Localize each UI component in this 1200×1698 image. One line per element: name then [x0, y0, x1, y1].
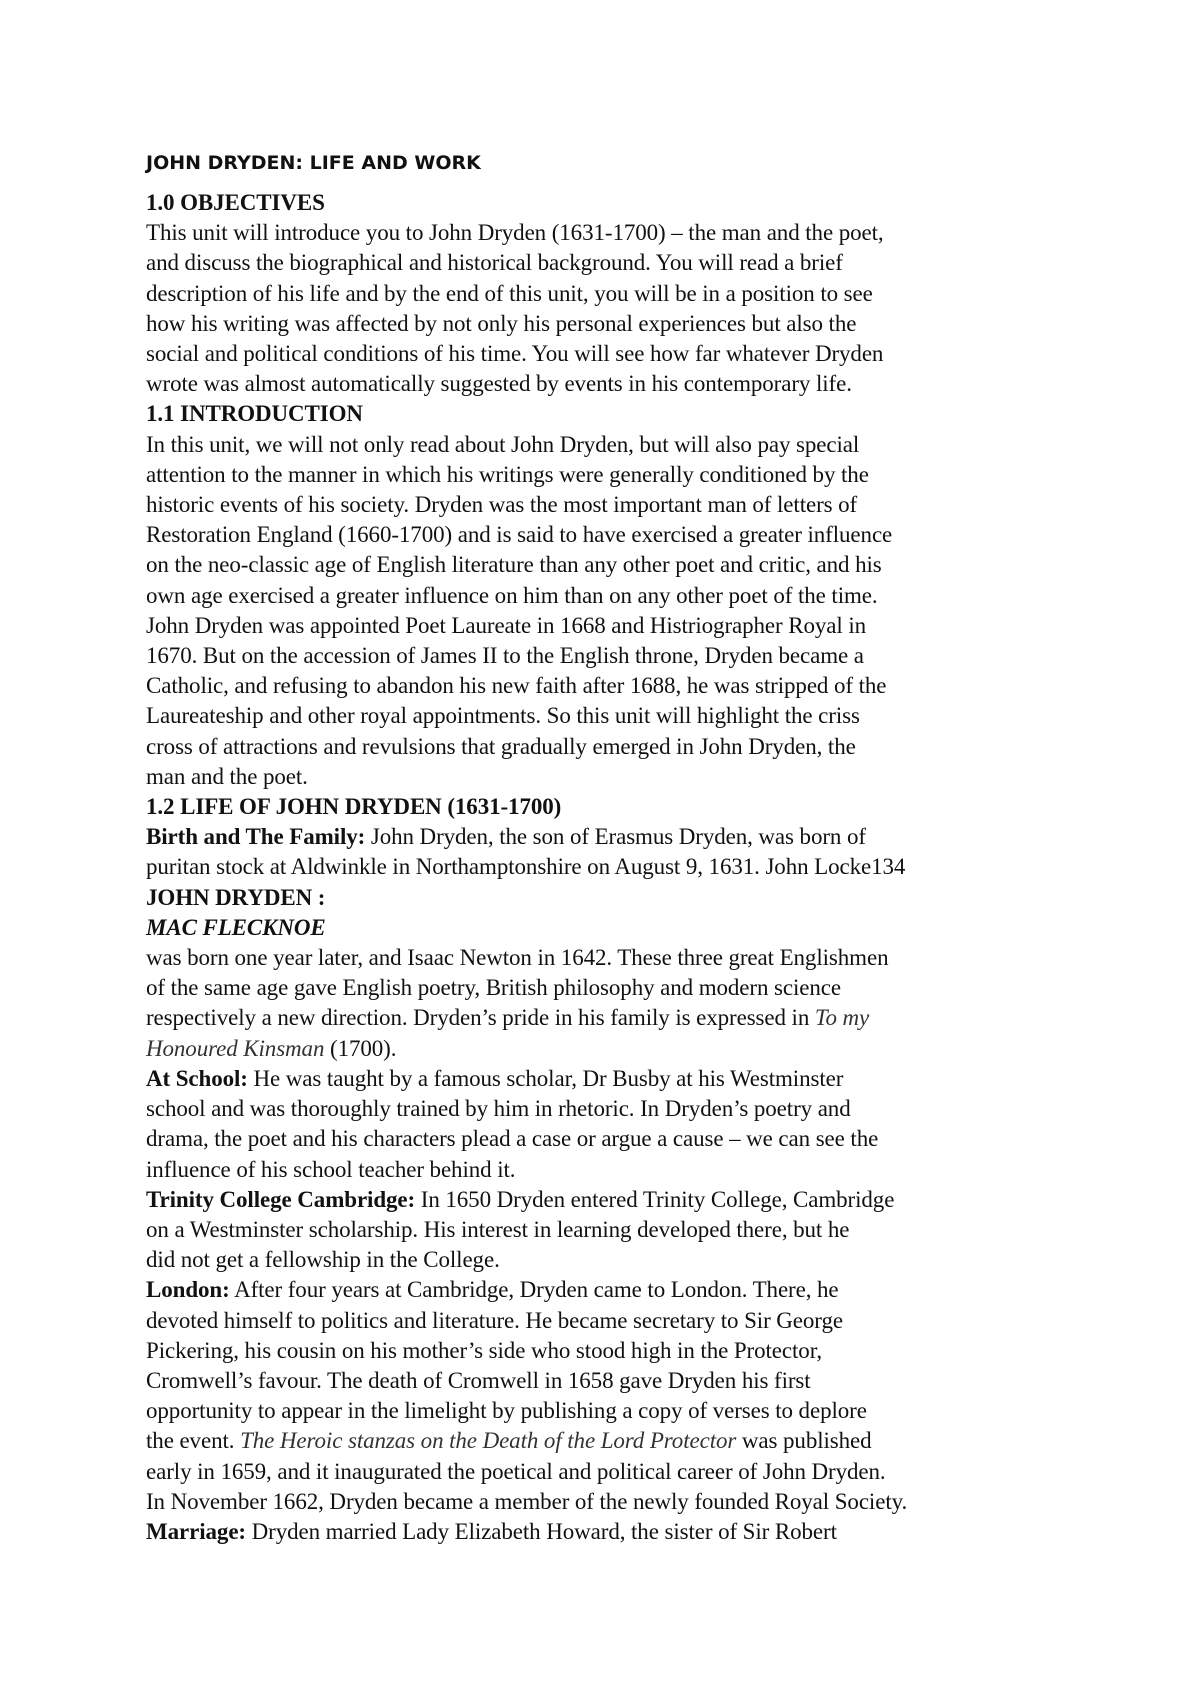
school-paragraph-line	[146, 1064, 1046, 1094]
london-paragraph-line: opportunity to appear in the limelight by publishing a copy of verses to deplore	[146, 1398, 867, 1424]
birth-post-title: (1700).	[324, 1035, 397, 1061]
introduction-line: cross of attractions and revulsions that gradually emerged in John Dryden, the	[146, 733, 856, 759]
heroic-stanzas-title: The Heroic stanzas on the Death of the Lord Protector	[240, 1428, 737, 1454]
trinity-paragraph-line: on a Westminster scholarship. His interest in learning developed there, but he	[146, 1216, 850, 1242]
document-title: JOHN DRYDEN: LIFE AND WORK	[146, 152, 481, 174]
objectives-line: description of his life and by the end of this unit, you will be in a position to see	[146, 280, 873, 306]
life-heading: 1.2 LIFE OF JOHN DRYDEN (1631-1700)	[146, 794, 562, 820]
birth-paragraph-line: puritan stock at Aldwinkle in Northamptonshire on August 9, 1631. John Locke134	[146, 854, 906, 880]
introduction-line: on the neo-classic age of English literature than any other poet and critic, and his	[146, 552, 882, 578]
introduction-line: In this unit, we will not only read about John Dryden, but will also pay special	[146, 431, 860, 457]
objectives-line: and discuss the biographical and historical background. You will read a brief	[146, 250, 843, 276]
birth-continued-line: of the same age gave English poetry, British philosophy and modern science	[146, 975, 841, 1001]
school-label: At School:	[146, 1065, 248, 1091]
london-paragraph-line: early in 1659, and it inaugurated the poetical and political career of John Dryden.	[146, 1458, 886, 1484]
objectives-line: wrote was almost automatically suggested by events in his contemporary life.	[146, 371, 852, 397]
introduction-line: own age exercised a greater influence on him than on any other poet of the time.	[146, 582, 878, 608]
introduction-line: 1670. But on the accession of James II to the English throne, Dryden became a	[146, 643, 864, 669]
london-paragraph-line: Cromwell’s favour. The death of Cromwell in 1658 gave Dryden his first	[146, 1367, 811, 1393]
marriage-text: Dryden married Lady Elizabeth Howard, the sister of Sir Robert	[245, 1518, 837, 1544]
birth-continued-line	[146, 1034, 1046, 1064]
marriage-label: Marriage:	[146, 1518, 246, 1544]
introduction-heading: 1.1 INTRODUCTION	[146, 401, 363, 427]
running-header-work: MAC FLECKNOE	[146, 914, 326, 940]
objectives-line: how his writing was affected by not only his personal experiences but also the	[146, 310, 857, 336]
birth-continued-line: was born one year later, and Isaac Newton in 1642. These three great Englishmen	[146, 945, 889, 971]
birth-paragraph-line	[146, 822, 1046, 852]
introduction-line: historic events of his society. Dryden was the most important man of letters of	[146, 492, 858, 518]
london-text: After four years at Cambridge, Dryden came to London. There, he	[229, 1277, 839, 1303]
school-paragraph-line: drama, the poet and his characters plead a case or argue a cause – we can see the	[146, 1126, 879, 1152]
introduction-line: Restoration England (1660-1700) and is said to have exercised a greater influence	[146, 522, 893, 548]
london-paragraph-line	[146, 1426, 1046, 1456]
school-text: He was taught by a famous scholar, Dr Busby at his Westminster	[247, 1065, 844, 1091]
trinity-paragraph-line: did not get a fellowship in the College.	[146, 1247, 500, 1273]
london-paragraph-line: Pickering, his cousin on his mother’s side who stood high in the Protector,	[146, 1337, 822, 1363]
introduction-line: attention to the manner in which his writings were generally conditioned by the	[146, 461, 869, 487]
objectives-heading: 1.0 OBJECTIVES	[146, 190, 325, 215]
page-content	[146, 148, 1046, 1547]
birth-pre-title: respectively a new direction. Dryden’s pride in his family is expressed in	[146, 1005, 815, 1031]
introduction-line: man and the poet.	[146, 763, 308, 789]
london-paragraph-line: In November 1662, Dryden became a member of the newly founded Royal Society.	[146, 1488, 908, 1514]
birth-continued-line	[146, 1003, 1046, 1033]
trinity-label: Trinity College Cambridge:	[146, 1186, 416, 1212]
trinity-paragraph-line	[146, 1185, 1046, 1215]
trinity-text: In 1650 Dryden entered Trinity College, Cambridge	[415, 1186, 895, 1212]
objectives-line: social and political conditions of his time. You will see how far whatever Dryden	[146, 341, 884, 367]
poem-title-part2: Honoured Kinsman	[146, 1035, 325, 1061]
introduction-line: John Dryden was appointed Poet Laureate in 1668 and Histriographer Royal in	[146, 612, 867, 638]
poem-title-part1: To my	[814, 1005, 870, 1031]
london-event-post: was published	[736, 1428, 872, 1454]
marriage-paragraph-line	[146, 1517, 1046, 1547]
london-paragraph-line: devoted himself to politics and literature. He became secretary to Sir George	[146, 1307, 843, 1333]
london-event-pre: the event.	[146, 1428, 241, 1454]
running-header-author: JOHN DRYDEN :	[146, 884, 326, 910]
introduction-line: Catholic, and refusing to abandon his new faith after 1688, he was stripped of the	[146, 673, 887, 699]
birth-label: Birth and The Family:	[146, 824, 366, 850]
birth-text: John Dryden, the son of Erasmus Dryden, was born of	[365, 824, 866, 850]
objectives-line: This unit will introduce you to John Dryden (1631-1700) – the man and the poet,	[146, 220, 884, 246]
introduction-line: Laureateship and other royal appointments. So this unit will highlight the criss	[146, 703, 860, 729]
london-label: London:	[146, 1277, 230, 1303]
school-paragraph-line: school and was thoroughly trained by him in rhetoric. In Dryden’s poetry and	[146, 1096, 851, 1122]
school-paragraph-line: influence of his school teacher behind it.	[146, 1156, 516, 1182]
london-paragraph-line	[146, 1275, 1046, 1305]
